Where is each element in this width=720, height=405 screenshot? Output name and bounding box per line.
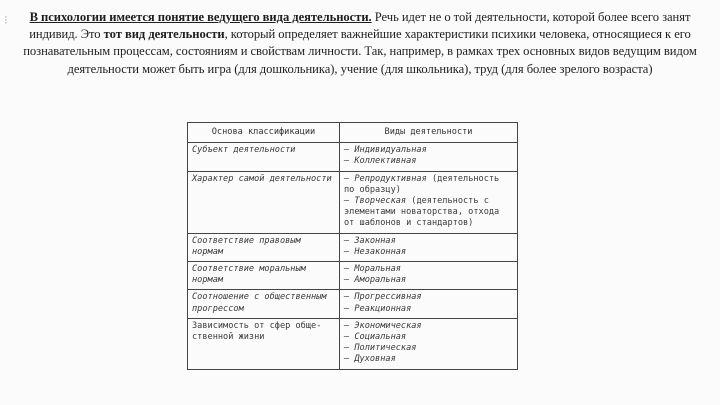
activity-kind-name: — Законная	[344, 235, 396, 246]
activity-kind-name: — Репродуктивная	[344, 173, 427, 184]
header-kinds: Виды деятельности	[340, 123, 518, 143]
intro-bold-phrase: тот вид деятельности	[103, 27, 225, 42]
activity-kind	[344, 343, 513, 354]
intro-heading: В психологии имеется понятие ведущего вида деятельности.	[29, 10, 372, 24]
activity-kind-name: — Прогрессивная	[344, 292, 422, 303]
activity-kind-name: — Социальная	[344, 332, 407, 343]
activity-kind	[344, 321, 513, 332]
classification-basis: Зависимость от сфер общественной жизни	[188, 318, 340, 369]
activity-kind-name: — Экономическая	[344, 320, 422, 331]
activity-kinds	[340, 318, 518, 369]
classification-basis: Соответствие правовым нормам	[188, 233, 340, 261]
activity-kind	[344, 174, 513, 196]
activity-kind-name: — Политическая	[344, 343, 417, 354]
table-row	[188, 143, 518, 171]
classification-basis: Характер самой деятельности	[188, 171, 340, 233]
activity-kinds	[340, 290, 518, 318]
activity-kind-note: (деятельность с элементами новаторства, отхода от шаблонов и стандартов)	[344, 196, 500, 229]
activity-kind	[344, 354, 513, 365]
activity-kind-name: — Моральная	[344, 264, 401, 275]
activity-kind	[344, 247, 513, 258]
activity-kind-name: — Незаконная	[344, 246, 407, 257]
table-row	[188, 318, 518, 369]
activity-kinds	[340, 233, 518, 261]
activity-kinds	[340, 143, 518, 171]
classification-basis: Соответствие моральным нормам	[188, 262, 340, 290]
activity-classification-table	[187, 122, 518, 370]
activity-kind	[344, 236, 513, 247]
activity-kind	[344, 264, 513, 275]
slide-marker-icon: ⁝	[4, 13, 8, 27]
activity-kind	[344, 275, 513, 286]
table-header-row	[188, 123, 518, 143]
table-row	[188, 171, 518, 233]
activity-kind-note: (деятельность по образцу)	[344, 173, 500, 195]
activity-kind-name: — Творческая	[344, 196, 407, 207]
activity-kind-name: — Аморальная	[344, 275, 407, 286]
activity-kind	[344, 292, 513, 303]
activity-kind-name: — Коллективная	[344, 156, 417, 167]
classification-basis: Субъект деятельности	[188, 143, 340, 171]
activity-kinds	[340, 262, 518, 290]
activity-kind-name: — Духовная	[344, 354, 396, 365]
table-body	[188, 143, 518, 369]
header-basis: Основа классификации	[188, 123, 340, 143]
intro-paragraph	[22, 9, 698, 78]
table-row	[188, 233, 518, 261]
table-row	[188, 290, 518, 318]
intro-text-part1: Речь идет не о той деятельности, которой более всего занят индивид. Это	[29, 10, 691, 42]
activity-kind-name: — Реакционная	[344, 303, 412, 314]
classification-basis: Соотношение с общественным прогрессом	[188, 290, 340, 318]
table-row	[188, 262, 518, 290]
activity-kind	[344, 304, 513, 315]
activity-kind-name: — Индивидуальная	[344, 145, 427, 156]
intro-text-part2: , который определяет важнейшие характеристики психики человека, относящиеся к его познавательным процессам, состояниям и свойствам личности. Так, например, в рамках трех основных видов ведущим видом деятельности может быть игра (для дошкольника), учение (для школьника), труд (для более зрелого возраста)	[23, 27, 697, 76]
activity-kinds	[340, 171, 518, 233]
activity-kind	[344, 196, 513, 230]
activity-kind	[344, 145, 513, 156]
activity-kind	[344, 332, 513, 343]
activity-kind	[344, 156, 513, 167]
